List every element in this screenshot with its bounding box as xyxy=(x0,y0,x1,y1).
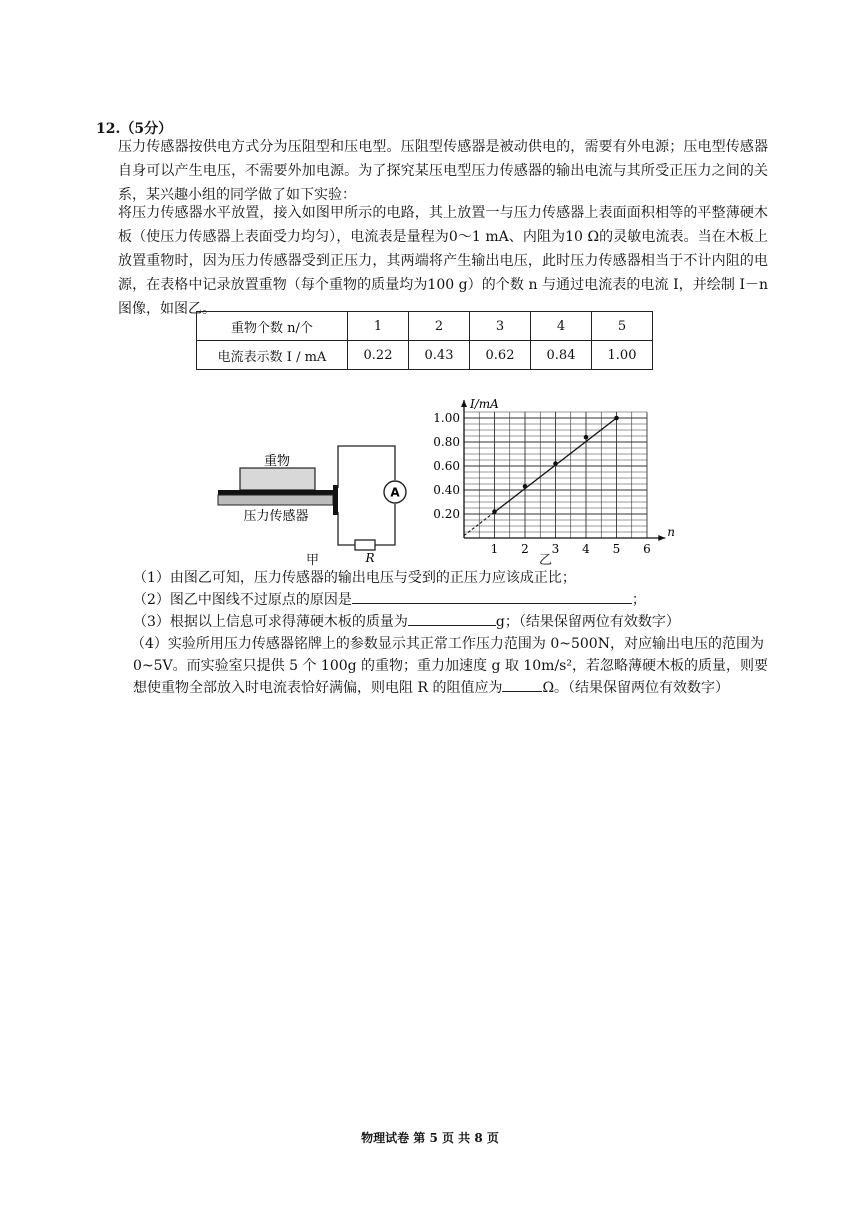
i-n-chart xyxy=(428,388,678,563)
subquestion-4-end: Ω。（结果保留两位有效数字） xyxy=(542,680,730,696)
y-tick-label: 0.20 xyxy=(433,507,460,521)
answer-blank-4[interactable] xyxy=(502,677,542,692)
intro-paragraph: 压力传感器按供电方式分为压阻型和压电型。压阻型传感器是被动供电的，需要有外电源；压电型传感器自身可以产生电压，不需要外加电源。为了探究某压电型压力传感器的输出电流与其所受正压力之间的关系，某兴趣小组的同学做了如下实验： xyxy=(118,139,768,203)
table-cell: 1 xyxy=(348,312,409,341)
y-axis-label: I/mA xyxy=(470,397,499,411)
data-point xyxy=(523,484,528,489)
table-cell: 0.22 xyxy=(348,341,409,370)
resistor-icon xyxy=(355,540,375,550)
y-tick-label: 1.00 xyxy=(433,411,460,425)
chart-marks xyxy=(464,416,619,536)
page-footer: 物理试卷 第 5 页 共 8 页 xyxy=(361,1131,499,1145)
data-point xyxy=(492,509,497,514)
circuit-caption: 甲 xyxy=(306,553,320,568)
weight-label: 重物 xyxy=(263,454,291,469)
setup-paragraph: 将压力传感器水平放置，接入如图甲所示的电路，其上放置一与压力传感器上表面面积相等的平整薄硬木板（使压力传感器上表面受力均匀），电流表是量程为0～1 mA、内阻为10 Ω的灵敏电流表。当在木板上放置重物时，因为压力传感器受到正压力，其两端将产生输出电压，此时压力传感器相当于不计内阻的电源，在表格中记录放置重物（每个重物的质量均为100 g）的个数 n 与通过电流表的电流 I，并绘制 I－n 图像，如图乙。 xyxy=(118,205,768,317)
table-cell: 0.62 xyxy=(470,341,531,370)
table-cell: 4 xyxy=(531,312,592,341)
table-row xyxy=(197,312,653,341)
y-tick-label: 0.80 xyxy=(433,435,460,449)
answer-blank-3[interactable] xyxy=(408,611,496,626)
table-cell: 1.00 xyxy=(592,341,653,370)
pressure-sensor xyxy=(218,495,333,505)
y-tick-label: 0.60 xyxy=(433,459,460,473)
wire-top xyxy=(338,446,395,488)
x-tick-label: 4 xyxy=(582,542,590,556)
sensor-label: 压力传感器 xyxy=(243,509,309,524)
subquestion-3 xyxy=(133,611,783,633)
subquestion-3-text: （3）根据以上信息可求得薄硬木板的质量为 xyxy=(133,614,408,630)
subquestion-2 xyxy=(133,589,783,611)
subquestion-2-text: （2）图乙中图线不过原点的原因是 xyxy=(133,592,352,608)
y-tick-label: 0.40 xyxy=(433,483,460,497)
weight-block xyxy=(240,468,315,490)
data-point xyxy=(553,461,558,466)
x-tick-label: 6 xyxy=(643,542,651,556)
subquestion-2-end: ； xyxy=(631,592,646,608)
wood-board xyxy=(218,490,333,495)
x-tick-label: 5 xyxy=(612,542,621,556)
table-cell: 3 xyxy=(470,312,531,341)
subquestion-4 xyxy=(133,633,773,699)
x-tick-label: 1 xyxy=(490,542,499,556)
wire-right xyxy=(375,504,395,545)
chart-axes xyxy=(461,397,675,541)
chart-caption: 乙 xyxy=(539,553,553,568)
table-cell: 5 xyxy=(592,312,653,341)
data-point xyxy=(614,416,619,421)
subquestion-4-text: （4）实验所用压力传感器铭牌上的参数显示其正常工作压力范围为 0~500N，对应输出电压的范围为 0~5V。而实验室只提供 5 个 100g 的重物；重力加速度 g 取 10m/s²，若忽略薄硬木板的质量，则要想使重物全部放入时电流表恰好满偏，则电阻 R 的阻值应为 xyxy=(131,636,768,696)
subquestion-1: （1）由图乙可知，压力传感器的输出电压与受到的正压力应该成正比； xyxy=(133,570,576,586)
question-score: （5分） xyxy=(120,121,173,137)
table-cell: 0.43 xyxy=(409,341,470,370)
subquestion-3-end: g；（结果保留两位有效数字） xyxy=(495,614,680,630)
table-row-label: 重物个数 n/个 xyxy=(197,312,348,341)
answer-blank-2[interactable] xyxy=(352,589,632,604)
data-point xyxy=(584,435,589,440)
x-axis-arrow xyxy=(658,535,665,541)
x-tick-label: 3 xyxy=(551,542,560,556)
table-cell: 0.84 xyxy=(531,341,592,370)
y-axis-arrow xyxy=(461,400,467,407)
x-tick-label: 2 xyxy=(521,542,529,556)
table-row-label: 电流表示数 I / mA xyxy=(197,341,348,370)
data-table xyxy=(196,311,653,370)
resistor-label: R xyxy=(365,551,375,565)
sensor-terminal xyxy=(333,485,338,515)
ammeter-label: A xyxy=(390,485,400,500)
table-row xyxy=(197,341,653,370)
chart-grid xyxy=(464,412,647,538)
question-number: 12. xyxy=(96,121,121,137)
wire-bottom xyxy=(338,512,355,545)
x-axis-label: n xyxy=(667,525,676,539)
table-cell: 2 xyxy=(409,312,470,341)
